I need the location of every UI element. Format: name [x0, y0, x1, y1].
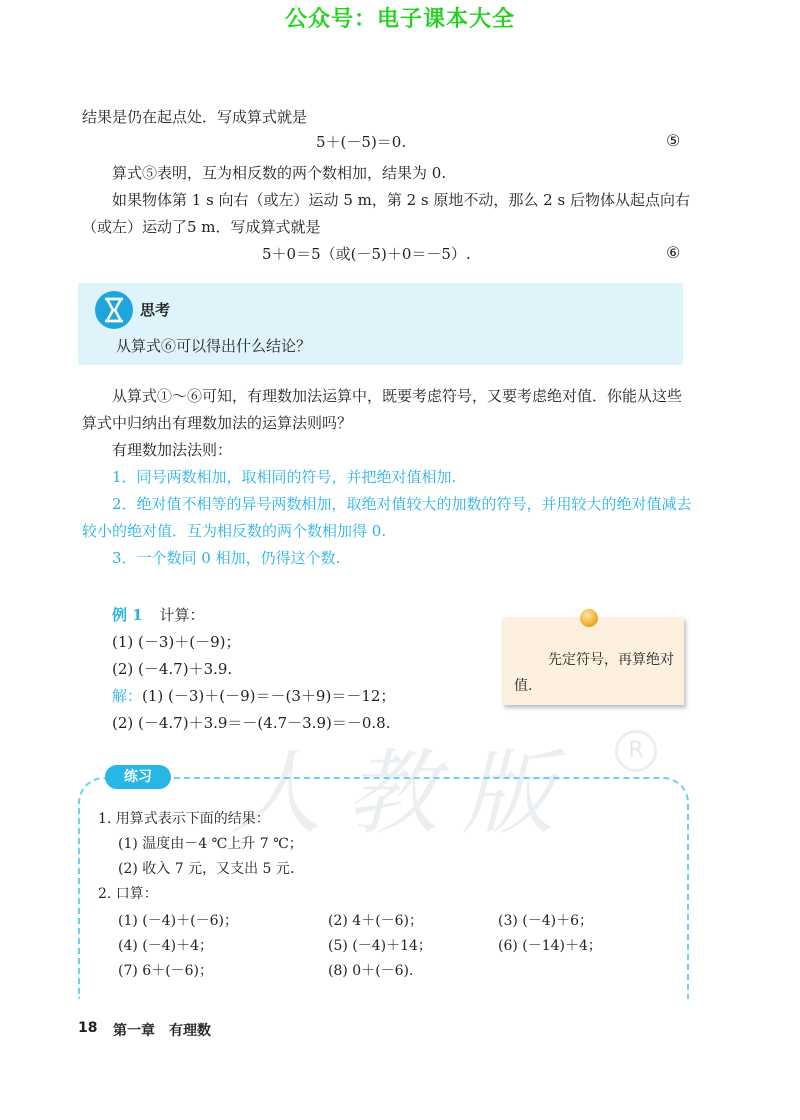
pushpin-icon	[580, 609, 598, 627]
example-label: 例 1	[112, 606, 143, 624]
practice-item: (1) 温度由－4 ℃上升 7 ℃；	[118, 836, 303, 852]
equation-number-5: ⑤	[666, 131, 681, 150]
watermark-header: 公众号：电子课本大全	[284, 7, 515, 32]
rule-1: 1．同号两数相加，取相同的符号，并把绝对值相加.	[112, 468, 457, 486]
page-number: 18	[78, 1020, 98, 1036]
practice-item: (3) (－4)＋6；	[498, 913, 594, 929]
text-line: 算式⑤表明，互为相反数的两个数相加，结果为 0.	[112, 164, 447, 182]
example-question-2: (2) (－4.7)＋3.9.	[112, 660, 233, 678]
practice-item: (6) (－14)＋4；	[498, 938, 602, 954]
rule-2: 2．绝对值不相等的异号两数相加，取绝对值较大的加数的符号，并用较大的绝对值减去较小的绝对值．互为相反数的两个数相加得 0.	[82, 495, 692, 540]
chapter-title: 第一章 有理数	[113, 1023, 211, 1039]
think-box	[78, 283, 683, 365]
sticky-note-text: 先定符号，再算绝对值.	[514, 652, 674, 694]
example-title: 计算：	[159, 606, 205, 624]
solution-label: 解：	[112, 687, 143, 705]
paragraph: 如果物体第 1 s 向右（或左）运动 5 m，第 2 s 原地不动，那么 2 s 后物体从起点向右（或左）运动了5 m．写成算式就是	[82, 191, 690, 236]
example-question-1: (1) (－3)＋(－9)；	[112, 633, 241, 651]
practice-item: (5) (－4)＋14；	[328, 938, 432, 954]
practice-item: (4) (－4)＋4；	[118, 938, 214, 954]
practice-question-1: 1. 用算式表示下面的结果：	[98, 811, 270, 827]
equation-number-6: ⑥	[666, 243, 681, 262]
practice-item: (2) 收入 7 元，又支出 5 元.	[118, 861, 295, 877]
practice-question-2: 2. 口算：	[98, 886, 158, 902]
solution-answer-1: (1) (－3)＋(－9)＝－(3＋9)＝－12；	[142, 687, 396, 705]
practice-tab: 练习	[105, 765, 171, 789]
example-solution-2: (2) (－4.7)＋3.9＝－(4.7－3.9)＝－0.8.	[112, 714, 391, 732]
practice-item: (7) 6＋(－6)；	[118, 963, 214, 979]
think-question: 从算式⑥可以得出什么结论？	[116, 337, 312, 355]
paragraph: 从算式①～⑥可知，有理数加法运算中，既要考虑符号，又要考虑绝对值．你能从这些算式中归纳出有理数加法的运算法则吗？	[82, 387, 683, 432]
think-title: 思考	[140, 301, 171, 319]
equation-5: 5＋(－5)＝0.	[316, 133, 407, 151]
sticky-note	[502, 617, 684, 705]
practice-item: (8) 0＋(－6).	[328, 963, 414, 979]
rules-title: 有理数加法法则：	[112, 441, 233, 459]
practice-item: (2) 4＋(－6)；	[328, 913, 424, 929]
thinking-hourglass-icon	[95, 291, 133, 329]
example-heading	[112, 604, 204, 625]
example-solution-1	[112, 685, 395, 706]
practice-item: (1) (－4)＋(－6)；	[118, 913, 238, 929]
rule-3: 3．一个数同 0 相加，仍得这个数.	[112, 549, 341, 567]
registered-mark: R	[615, 730, 657, 772]
text-line: 结果是仍在起点处．写成算式就是	[82, 108, 308, 126]
equation-6: 5＋0＝5（或(－5)＋0＝－5）.	[262, 245, 471, 263]
publisher-watermark: 人教版	[230, 740, 579, 847]
